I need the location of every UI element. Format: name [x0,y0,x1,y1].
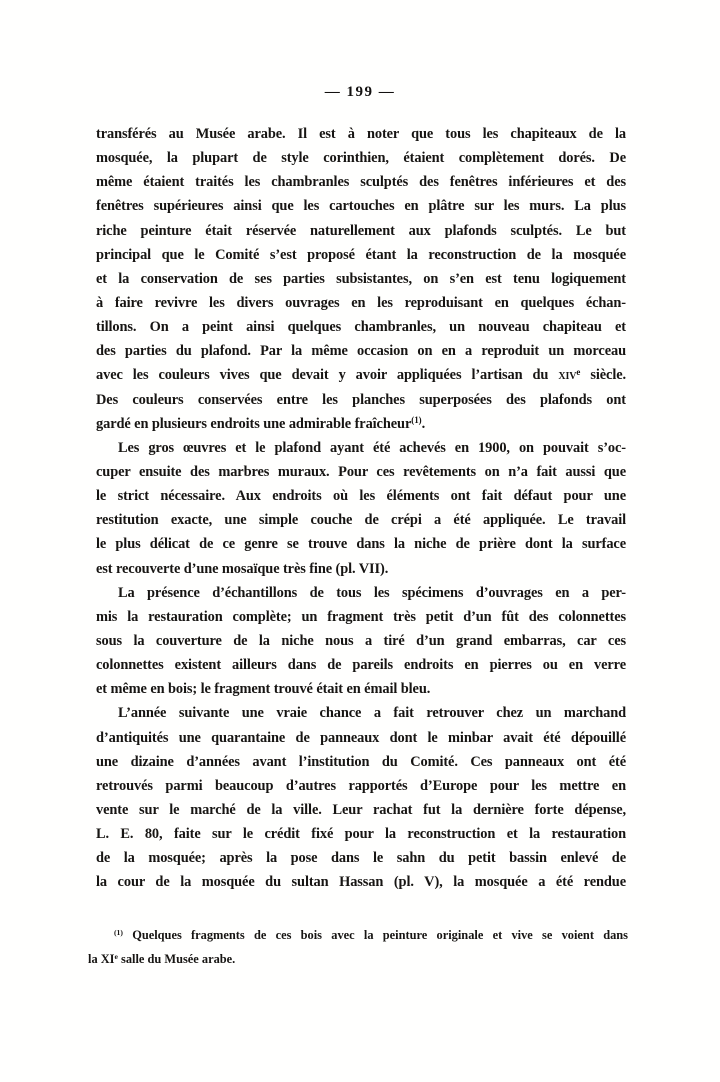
text-line: retrouvés parmi beaucoup d’autres rapportés d’Europe pour les mettre en [96,777,626,794]
text-line: Des couleurs conservées entre les planches superposées des plafonds ont [96,391,626,408]
text-line: la cour de la mosquée du sultan Hassan (pl. V), la mosquée a été rendue [96,874,626,891]
text-line: et même en bois; le fragment trouvé était en émail bleu. [96,681,431,698]
text-line: même étaient traités les chambranles sculptés des fenêtres inférieures et des [96,174,626,191]
paragraph [96,122,626,436]
text-line: L’année suivante une vraie chance a fait retrouver chez un marchand [118,705,626,722]
footnote-line: la XIe salle du Musée arabe. [88,951,236,966]
page-number: — 199 — [324,84,396,100]
body-text [96,122,626,895]
text-line: restitution exacte, une simple couche de crépi a été appliquée. Le travail [96,512,626,529]
text-line: principal que le Comité s’est proposé étant la reconstruction de la mosquée [96,246,626,263]
text-line: La présence d’échantillons de tous les spécimens d’ouvrages en a per- [118,584,626,601]
footnote-line: $^{(1)}$ Quelques fragments de ces bois avec la peinture originale et vive se voient dans [114,928,628,942]
text-line: avec les couleurs vives que devait y avoir appliquées l’artisan du xiv$^e$ siècle. [96,366,626,384]
text-line: est recouverte d’une mosaïque très fine (pl. VII). [96,560,389,577]
text-line: sous la couverture de la niche nous a tiré d’un grand embarras, car ces [96,632,626,649]
text-line: Les gros œuvres et le plafond ayant été achevés en 1900, on pouvait s’oc- [118,439,626,456]
text-line: et la conservation de ses parties subsistantes, on s’en est tenu logiquement [96,270,626,287]
text-line: une dizaine d’années avant l’institution du Comité. Ces panneaux ont été [96,753,626,770]
footnote [88,924,628,971]
text-line: de la mosquée; après la pose dans le sahn du petit bassin enlevé de [96,850,626,867]
paragraph [96,581,626,702]
text-line: le strict nécessaire. Aux endroits où les éléments ont fait défaut pour une [96,488,626,505]
text-line: à faire revivre les divers ouvrages en les reproduisant en quelques échan- [96,294,626,311]
text-line: fenêtres supérieures ainsi que les cartouches en plâtre sur les murs. La plus [96,198,626,215]
text-line: tillons. On a peint ainsi quelques chambranles, un nouveau chapiteau et [96,319,626,336]
text-line: colonnettes existent ailleurs dans de pareils endroits en pierres ou en verre [96,657,626,674]
text-line: riche peinture était réservée naturellement aux plafonds sculptés. Le but [96,222,626,239]
text-line: mis la restauration complète; un fragment très petit d’un fût des colonnettes [96,608,626,625]
text-line: vente sur le marché de la ville. Leur rachat fut la dernière forte dépense, [96,801,626,818]
text-line: L. E. 80, faite sur le crédit fixé pour la reconstruction et la restauration [96,826,626,843]
text-line: le plus délicat de ce genre se trouve dans la niche de prière dont la surface [96,536,626,553]
paragraph [96,701,626,894]
text-line: gardé en plusieurs endroits une admirable fraîcheur$^{(1)}$. [96,415,426,432]
text-line: transférés au Musée arabe. Il est à noter que tous les chapiteaux de la [96,126,626,142]
text-line: mosquée, la plupart de style corinthien, étaient complètement dorés. De [96,150,626,167]
text-line: cuper ensuite des marbres muraux. Pour ces revêtements on n’a fait aussi que [96,463,626,480]
text-line: d’antiquités une quarantaine de panneaux dont le minbar avait été dépouillé [96,729,626,746]
text-line: des parties du plafond. Par la même occasion on en a reproduit un morceau [96,343,626,360]
paragraph [96,436,626,581]
